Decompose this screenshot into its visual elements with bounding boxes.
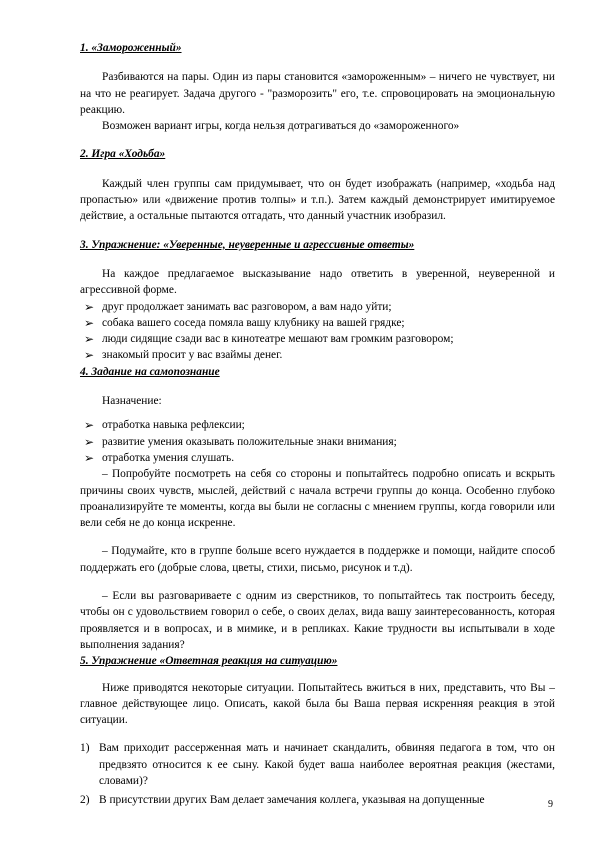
list-item: ➢ собака вашего соседа помяла вашу клубнику на вашей грядке; <box>84 315 405 330</box>
section-2-paragraph-1: Каждый член группы сам придумывает, что он будет изображать (например, «ходьба над пропастью» или «движение против толпы» и т.п.). Затем каждый демонстрирует имитируемое действие, а остальные пытаются отгадать, что данный участник изобразил. <box>80 177 555 223</box>
arrow-bullet-icon: ➢ <box>84 418 95 433</box>
list-item: ➢ знакомый просит у вас взаймы денег. <box>84 348 283 363</box>
list-item: ➢ отработка умения слушать. <box>84 450 235 465</box>
arrow-bullet-icon: ➢ <box>84 332 95 347</box>
arrow-bullet-icon: ➢ <box>84 450 95 465</box>
section-4-list <box>80 417 555 466</box>
arrow-bullet-icon: ➢ <box>84 348 95 363</box>
list-item: ➢ отработка навыка рефлексии; <box>84 418 245 433</box>
page-number: 9 <box>548 799 553 810</box>
section-5-intro: Ниже приводятся некоторые ситуации. Попытайтесь вжиться в них, представить, что Вы – главное действующее лицо. Описать, какой была бы Ваша первая искренняя реакция в этой ситуации. <box>80 681 555 727</box>
numbered-item: 1) Вам приходит рассерженная мать и начинает скандалить, обвиняя педагога в том, что он предвзято относится к ее сыну. Какой будет ваша наиболее вероятная реакция (жестами, словами)? <box>80 742 555 787</box>
list-item: ➢ люди сидящие сзади вас в кинотеатре мешают вам громким разговором; <box>84 332 454 347</box>
section-4-paragraph-3: – Если вы разговариваете с одним из сверстников, то попытайтесь так построить беседу, чтобы он с удовольствием говорил о себе, о своих делах, вида вашу заинтересованность, которая проявляется и в вопросах, и в мимике, и в репликах. Какие трудности вы испытывали в ходе выполнения задания? <box>80 590 555 651</box>
section-3-intro: На каждое предлагаемое высказывание надо ответить в уверенной, неуверенной и агрессивной форме. <box>80 267 555 297</box>
section-1-paragraph-2: Возможен вариант игры, когда нельзя дотрагиваться до «замороженного» <box>102 120 460 133</box>
section-2-heading: 2. Игра «Ходьба» <box>80 148 166 161</box>
arrow-bullet-icon: ➢ <box>84 315 95 330</box>
numbered-item: 2) В присутствии других Вам делает замечания коллега, указывая на допущенные <box>80 794 485 807</box>
list-item: ➢ развитие умения оказывать положительные знаки внимания; <box>84 434 397 449</box>
section-4-paragraph-2: – Подумайте, кто в группе больше всего нуждается в поддержке и помощи, найдите способ поддержать его (добрые слова, цветы, стихи, письмо, рисунок и т.д). <box>80 545 555 574</box>
section-4-purpose-label: Назначение: <box>102 395 162 408</box>
section-4-paragraph-1: – Попробуйте посмотреть на себя со стороны и попытайтесь подробно описать и вскрыть причины своих чувств, мыслей, действий с начала встречи группы до конца. Особенно глубоко проанализируйте те моменты, когда вы были не согласны с мнением группы, когда говорили или вели себя не до конца искренне. <box>80 468 555 530</box>
list-item: ➢ друг продолжает занимать вас разговором, а вам надо уйти; <box>84 299 392 314</box>
section-1-heading: 1. «Замороженный» <box>80 42 182 54</box>
section-4-heading: 4. Задание на самопознание <box>80 365 220 378</box>
section-3-heading: 3. Упражнение: «Уверенные, неуверенные и агрессивные ответы» <box>80 238 415 251</box>
section-1-paragraph-1: Разбиваются на пары. Один из пары становится «замороженным» – ничего не чувствует, ни на что не реагирует. Задача другого - "разморозить" его, т.е. спровоцировать на эмоциональную реакцию. <box>80 71 555 116</box>
section-5-heading: 5. Упражнение «Ответная реакция на ситуацию» <box>80 655 338 668</box>
document-page <box>80 40 555 812</box>
section-3-list <box>80 299 555 364</box>
section-5-list <box>80 740 555 808</box>
arrow-bullet-icon: ➢ <box>84 299 95 314</box>
arrow-bullet-icon: ➢ <box>84 434 95 449</box>
